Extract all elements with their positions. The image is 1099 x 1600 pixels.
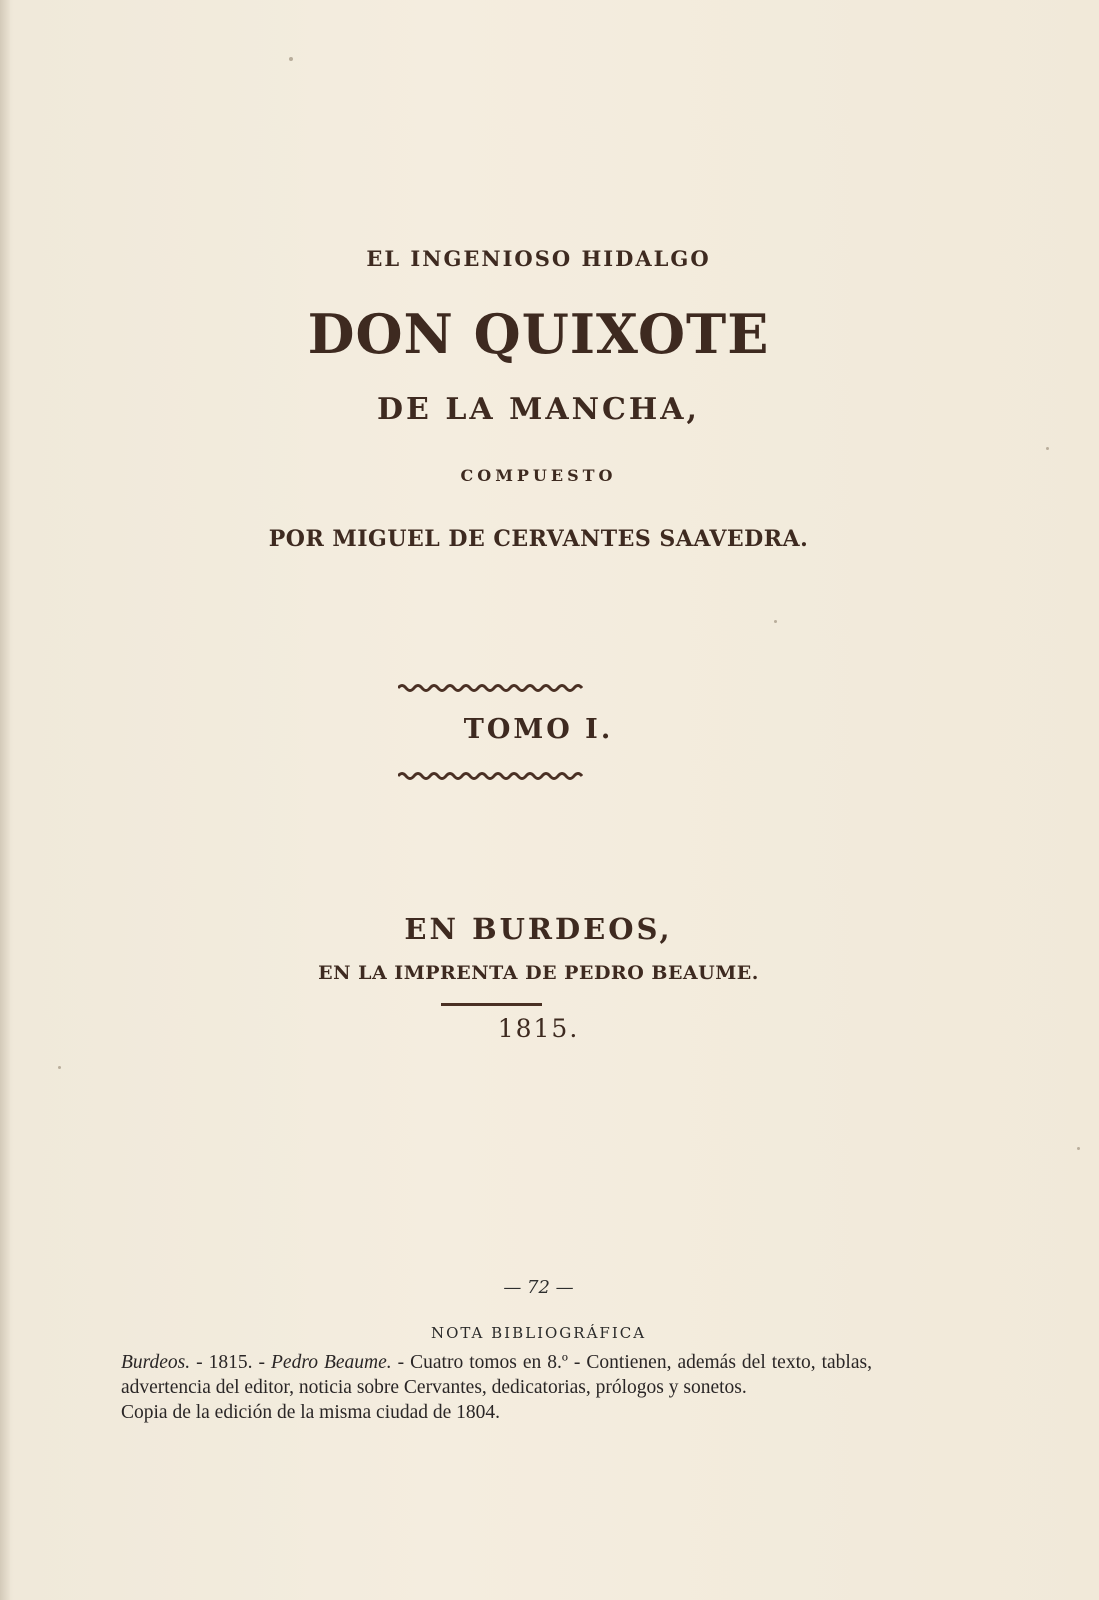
paper-speck	[289, 57, 293, 61]
note-text: - Cuatro tomos en 8.º - Contienen, además del texto, tablas, advertencia del editor, noticia sobre Cervantes, dedicatorias, prólogos y sonetos.	[121, 1352, 872, 1398]
page-number: — 72 —	[503, 1277, 574, 1298]
bibliographic-note	[121, 1350, 872, 1425]
paper-speck	[1046, 447, 1049, 450]
note-description	[121, 1350, 872, 1400]
year-rule	[441, 1003, 542, 1006]
title-line-hidalgo: EL INGENIOSO HIDALGO	[366, 246, 711, 271]
compuesto-line: COMPUESTO	[460, 466, 617, 485]
note-copy-line: Copia de la edición de la misma ciudad de 1804.	[121, 1402, 501, 1423]
ornament-rule-bottom	[398, 771, 583, 781]
note-year: - 1815. -	[190, 1352, 272, 1373]
volume-label: TOMO I.	[463, 714, 614, 745]
paper-speck	[58, 1066, 61, 1069]
book-subtitle: DE LA MANCHA,	[377, 392, 700, 427]
nota-heading: NOTA BIBLIOGRÁFICA	[430, 1324, 647, 1342]
imprint-place: EN BURDEOS,	[404, 912, 673, 946]
note-printer: Pedro Beaume.	[271, 1352, 392, 1373]
paper-speck	[774, 620, 777, 623]
imprint-printer: EN LA IMPRENTA DE PEDRO BEAUME.	[318, 962, 759, 984]
ornament-rule-top	[398, 683, 583, 693]
page-spine-shadow	[0, 0, 10, 1600]
book-title: DON QUIXOTE	[307, 302, 770, 366]
note-place: Burdeos.	[121, 1352, 191, 1373]
paper-speck	[1077, 1147, 1080, 1150]
imprint-year: 1815.	[497, 1014, 580, 1043]
author-line: POR MIGUEL DE CERVANTES SAAVEDRA.	[268, 526, 809, 552]
